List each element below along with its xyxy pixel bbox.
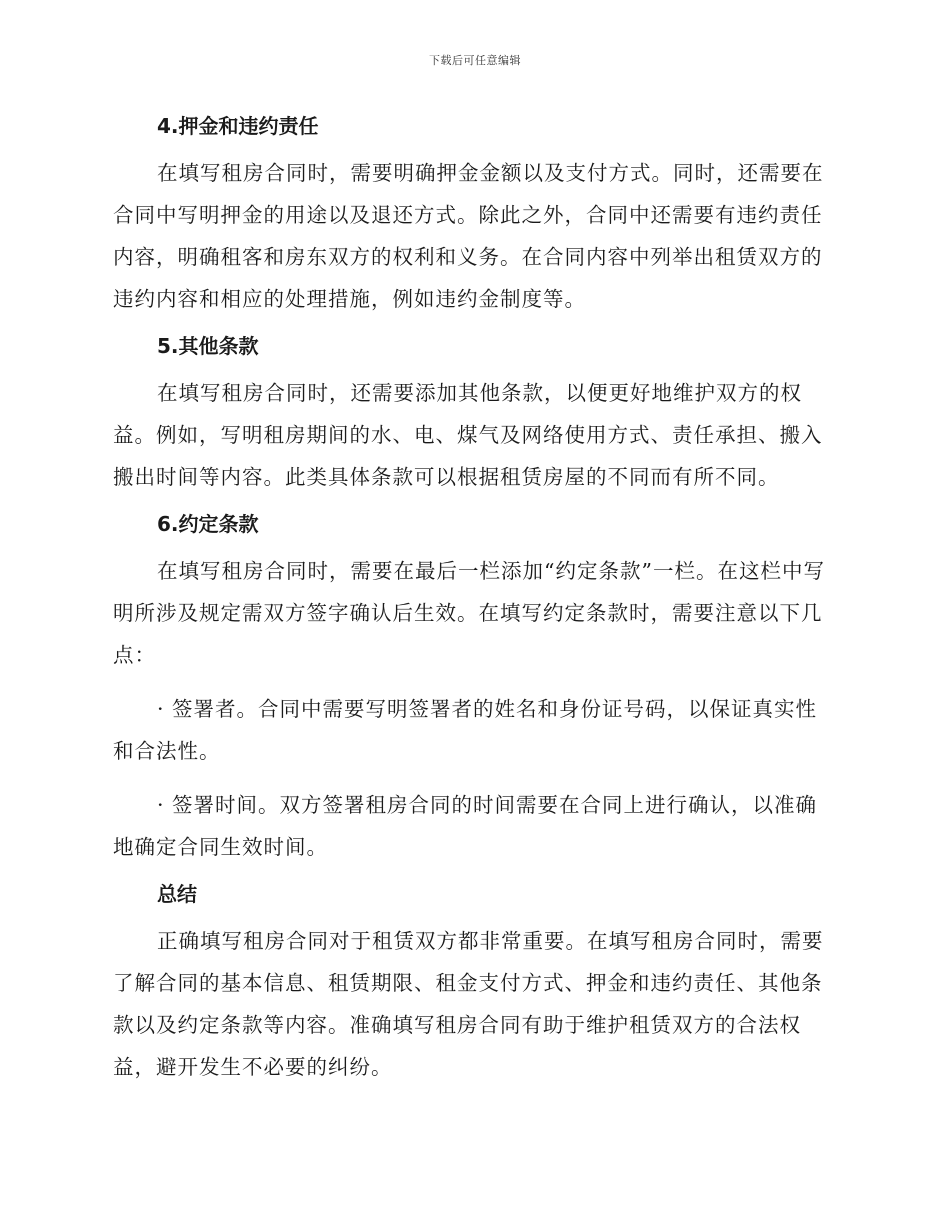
summary-paragraph: 正确填写租房合同对于租赁双方都非常重要。在填写租房合同时，需要了解合同的基本信息、租赁期限、租金支付方式、押金和违约责任、其他条款以及约定条款等内容。准确填写租房合同有助于维护租赁双方的合法权益，避开发生不必要的纠纷。 — [113, 929, 824, 1079]
section-6-bullet-time: · 签署时间。双方签署租房合同的时间需要在合同上进行确认，以准确地确定合同生效时间。 — [113, 793, 818, 859]
summary-heading: 总结 — [157, 882, 197, 906]
section-4-heading: 4.押金和违约责任 — [157, 114, 319, 138]
section-6-heading: 6.约定条款 — [157, 512, 259, 536]
section-6-bullet-signer: · 签署者。合同中需要写明签署者的姓名和身份证号码，以保证真实性和合法性。 — [113, 697, 818, 763]
section-5-paragraph: 在填写租房合同时，还需要添加其他条款，以便更好地维护双方的权益。例如，写明租房期间的水、电、煤气及网络使用方式、责任承担、搬入搬出时间等内容。此类具体条款可以根据租赁房屋的不同而有所不同。 — [113, 381, 823, 489]
section-6-paragraph: 在填写租房合同时，需要在最后一栏添加“约定条款”一栏。在这栏中写明所涉及规定需双方签字确认后生效。在填写约定条款时，需要注意以下几点： — [113, 559, 825, 667]
section-4-paragraph: 在填写租房合同时，需要明确押金金额以及支付方式。同时，还需要在合同中写明押金的用途以及退还方式。除此之外，合同中还需要有违约责任内容，明确租客和房东双方的权利和义务。在合同内容中列举出租赁双方的违约内容和相应的处理措施，例如违约金制度等。 — [113, 161, 824, 311]
section-5-heading: 5.其他条款 — [157, 334, 259, 358]
document-body — [113, 112, 833, 1088]
page-header-note: 下载后可任意编辑 — [429, 54, 521, 67]
